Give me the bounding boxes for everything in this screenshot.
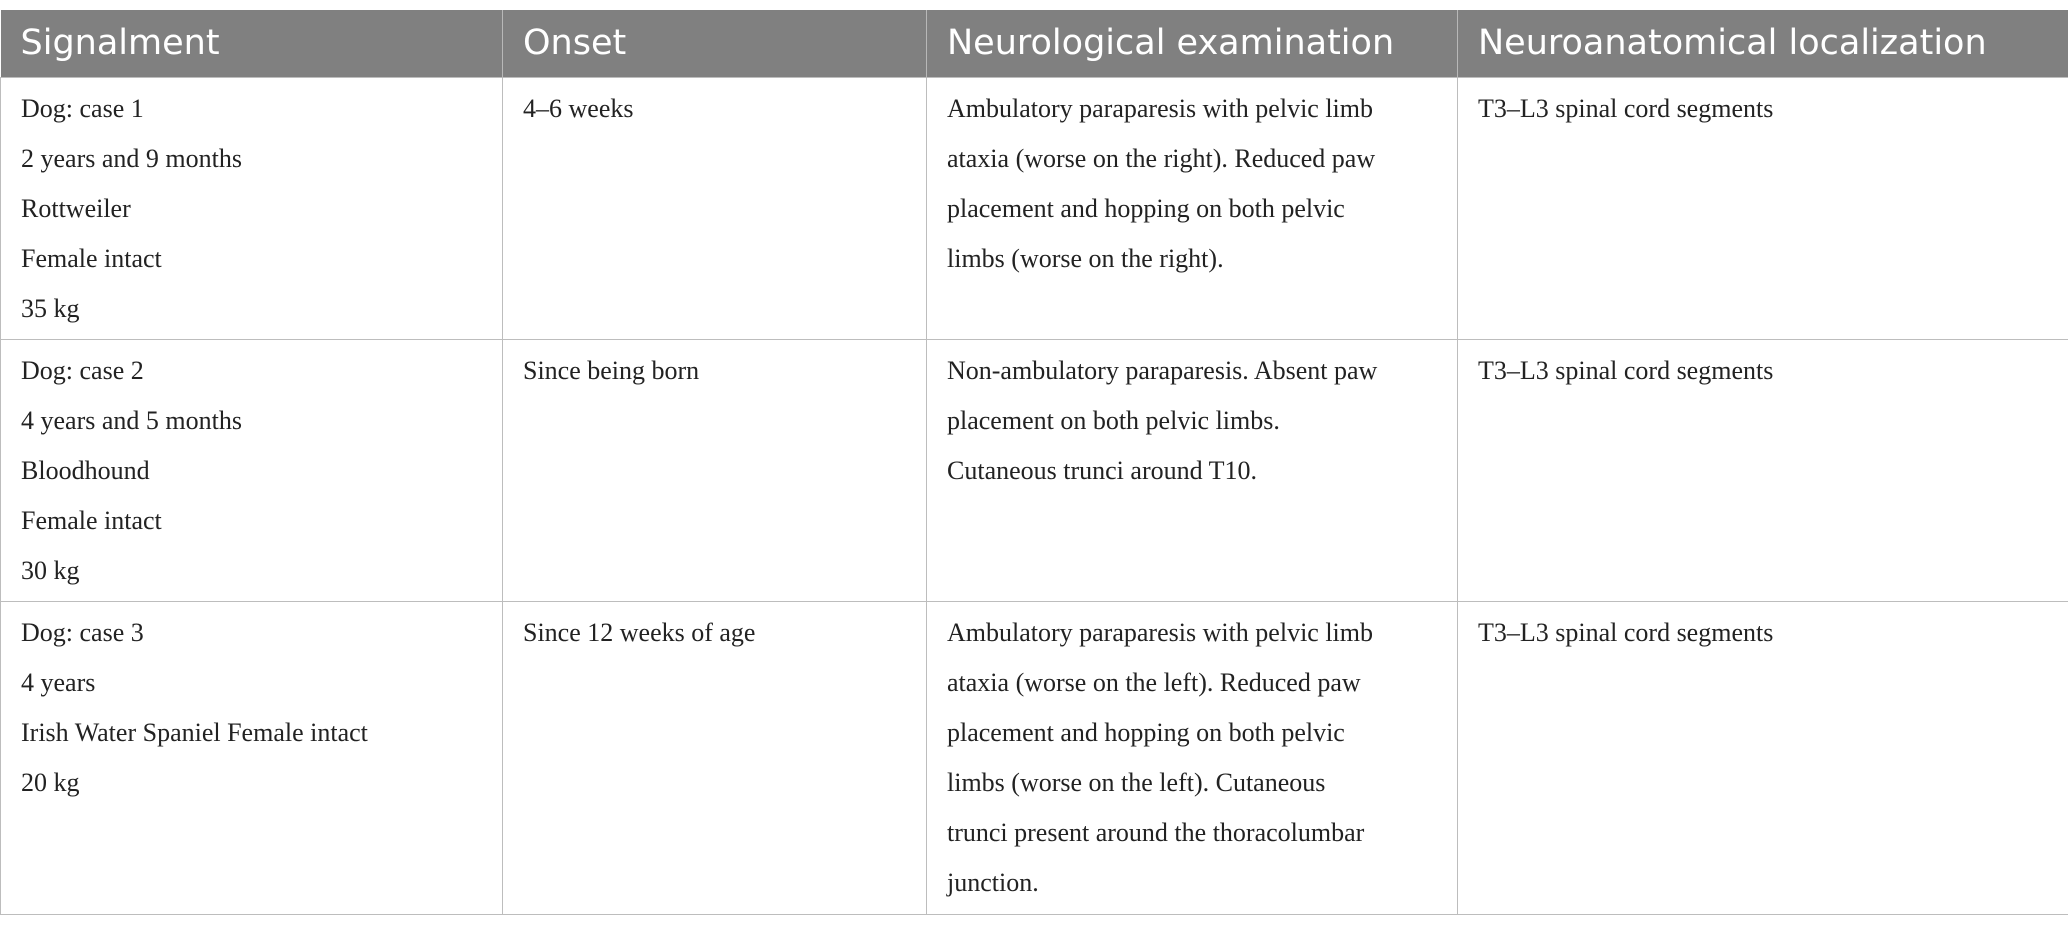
exam-line: ataxia (worse on the right). Reduced paw xyxy=(947,143,1376,173)
header-neuroanatomical-localization: Neuroanatomical localization xyxy=(1458,10,2068,77)
signalment-line: 20 kg xyxy=(21,767,80,797)
signalment-line: 4 years xyxy=(21,667,96,697)
exam-line: trunci present around the thoracolumbar xyxy=(947,817,1365,847)
signalment-line: Dog: case 1 xyxy=(21,93,144,123)
localization-cell xyxy=(1458,601,2068,914)
table-header xyxy=(1,10,2068,77)
exam-line: Ambulatory paraparesis with pelvic limb xyxy=(947,617,1374,647)
exam-cell xyxy=(927,601,1458,914)
localization-text: T3–L3 spinal cord segments xyxy=(1478,617,1774,647)
exam-line: placement on both pelvic limbs. xyxy=(947,405,1280,435)
localization-cell xyxy=(1458,77,2068,339)
signalment-line: Dog: case 2 xyxy=(21,355,144,385)
signalment-cell xyxy=(1,601,503,914)
header-row xyxy=(1,10,2068,77)
table-row xyxy=(1,339,2068,601)
exam-line: placement and hopping on both pelvic xyxy=(947,193,1345,223)
exam-cell xyxy=(927,77,1458,339)
onset-text: Since 12 weeks of age xyxy=(523,617,756,647)
header-onset: Onset xyxy=(503,10,927,77)
signalment-line: 30 kg xyxy=(21,555,80,585)
exam-line: Ambulatory paraparesis with pelvic limb xyxy=(947,93,1374,123)
onset-text: 4–6 weeks xyxy=(523,93,634,123)
signalment-line: Dog: case 3 xyxy=(21,617,144,647)
signalment-line: Female intact xyxy=(21,505,162,535)
exam-line: limbs (worse on the right). xyxy=(947,243,1224,273)
signalment-line: Rottweiler xyxy=(21,193,131,223)
onset-text: Since being born xyxy=(523,355,700,385)
signalment-line: Bloodhound xyxy=(21,455,150,485)
signalment-cell xyxy=(1,339,503,601)
exam-line: junction. xyxy=(947,867,1039,897)
onset-cell xyxy=(503,339,927,601)
signalment-line: 2 years and 9 months xyxy=(21,143,242,173)
signalment-line: Irish Water Spaniel Female intact xyxy=(21,717,368,747)
signalment-line: 4 years and 5 months xyxy=(21,405,242,435)
header-neurological-examination: Neurological examination xyxy=(927,10,1458,77)
signalment-cell xyxy=(1,77,503,339)
signalment-line: 35 kg xyxy=(21,293,80,323)
onset-cell xyxy=(503,601,927,914)
localization-cell xyxy=(1458,339,2068,601)
onset-cell xyxy=(503,77,927,339)
exam-line: Cutaneous trunci around T10. xyxy=(947,455,1258,485)
header-signalment: Signalment xyxy=(1,10,503,77)
localization-text: T3–L3 spinal cord segments xyxy=(1478,93,1774,123)
table-row xyxy=(1,77,2068,339)
clinical-table xyxy=(0,10,2068,915)
table-row xyxy=(1,601,2068,914)
exam-line: ataxia (worse on the left). Reduced paw xyxy=(947,667,1361,697)
exam-cell xyxy=(927,339,1458,601)
exam-line: limbs (worse on the left). Cutaneous xyxy=(947,767,1326,797)
table-body xyxy=(1,77,2068,914)
clinical-table-container xyxy=(0,10,2068,915)
exam-line: placement and hopping on both pelvic xyxy=(947,717,1345,747)
exam-line: Non-ambulatory paraparesis. Absent paw xyxy=(947,355,1378,385)
signalment-line: Female intact xyxy=(21,243,162,273)
localization-text: T3–L3 spinal cord segments xyxy=(1478,355,1774,385)
